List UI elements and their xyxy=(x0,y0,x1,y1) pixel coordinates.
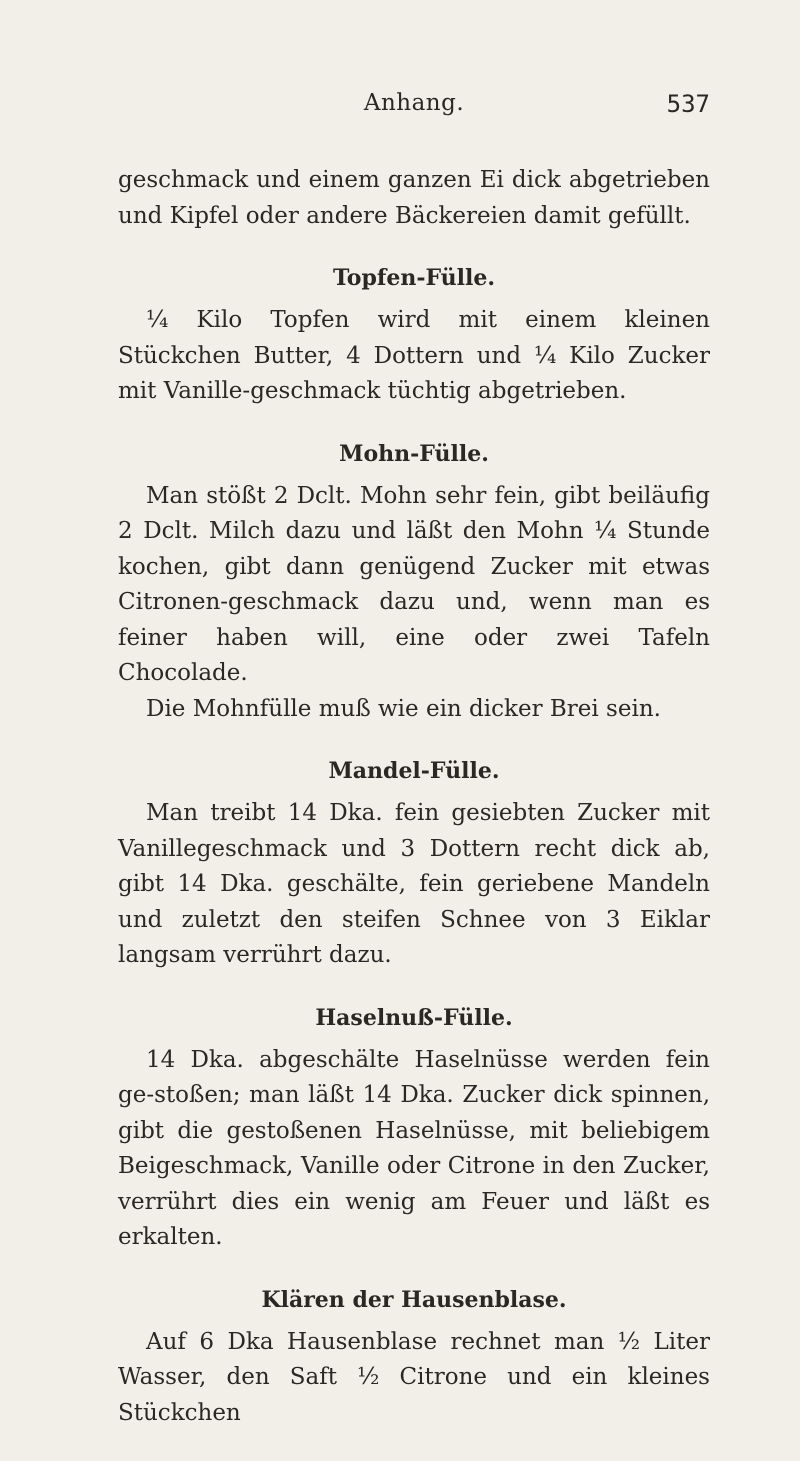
mohn-heading: Mohn-Fülle. xyxy=(339,440,489,467)
mohn-paragraph: Man stößt 2 Dclt. Mohn sehr fein, gibt beiläufig 2 Dclt. Milch dazu und läßt den Mohn ¼ Stunde kochen, gibt dann genügend Zucker mit etwas Citronen-geschmack dazu und, wenn man es feiner haben will, eine oder zwei Tafeln Chocolade. xyxy=(118,482,710,686)
mohn-paragraph-2: Die Mohnfülle muß wie ein dicker Brei sein. xyxy=(146,695,661,722)
hasel-heading: Haselnuß-Fülle. xyxy=(315,1004,513,1031)
hausen-paragraph: Auf 6 Dka Hausenblase rechnet man ½ Liter Wasser, den Saft ½ Citrone und ein kleines Stückchen xyxy=(118,1328,710,1426)
intro-paragraph: geschmack und einem ganzen Ei dick abgetrieben und Kipfel oder andere Bäckereien damit gefüllt. xyxy=(118,167,710,229)
page-body xyxy=(118,163,710,1431)
page-header xyxy=(118,90,710,130)
hasel-paragraph: 14 Dka. abgeschälte Haselnüsse werden fein ge-stoßen; man läßt 14 Dka. Zucker dick spinnen, gibt die gestoßenen Haselnüsse, mit beliebigem Beigeschmack, Vanille oder Citrone in den Zucker, verrührt dies ein wenig am Feuer und läßt es erkalten. xyxy=(118,1046,710,1250)
topfen-heading: Topfen-Fülle. xyxy=(332,265,496,291)
topfen-paragraph: ¼ Kilo Topfen wird mit einem kleinen Stückchen Butter, 4 Dottern und ¼ Kilo Zucker mit Vanille-geschmack tüchtig abgetrieben. xyxy=(118,307,710,404)
mandel-heading: Mandel-Fülle. xyxy=(328,758,500,784)
page-number: 537 xyxy=(666,90,710,118)
mandel-paragraph: Man treibt 14 Dka. fein gesiebten Zucker mit Vanillegeschmack und 3 Dottern recht dick ab, gibt 14 Dka. geschälte, fein geriebene Mandeln und zuletzt den steifen Schnee von 3 Eiklar langsam verrührt dazu. xyxy=(118,800,710,968)
running-head: Anhang. xyxy=(363,90,465,116)
hausen-heading: Klären der Hausenblase. xyxy=(261,1286,567,1313)
